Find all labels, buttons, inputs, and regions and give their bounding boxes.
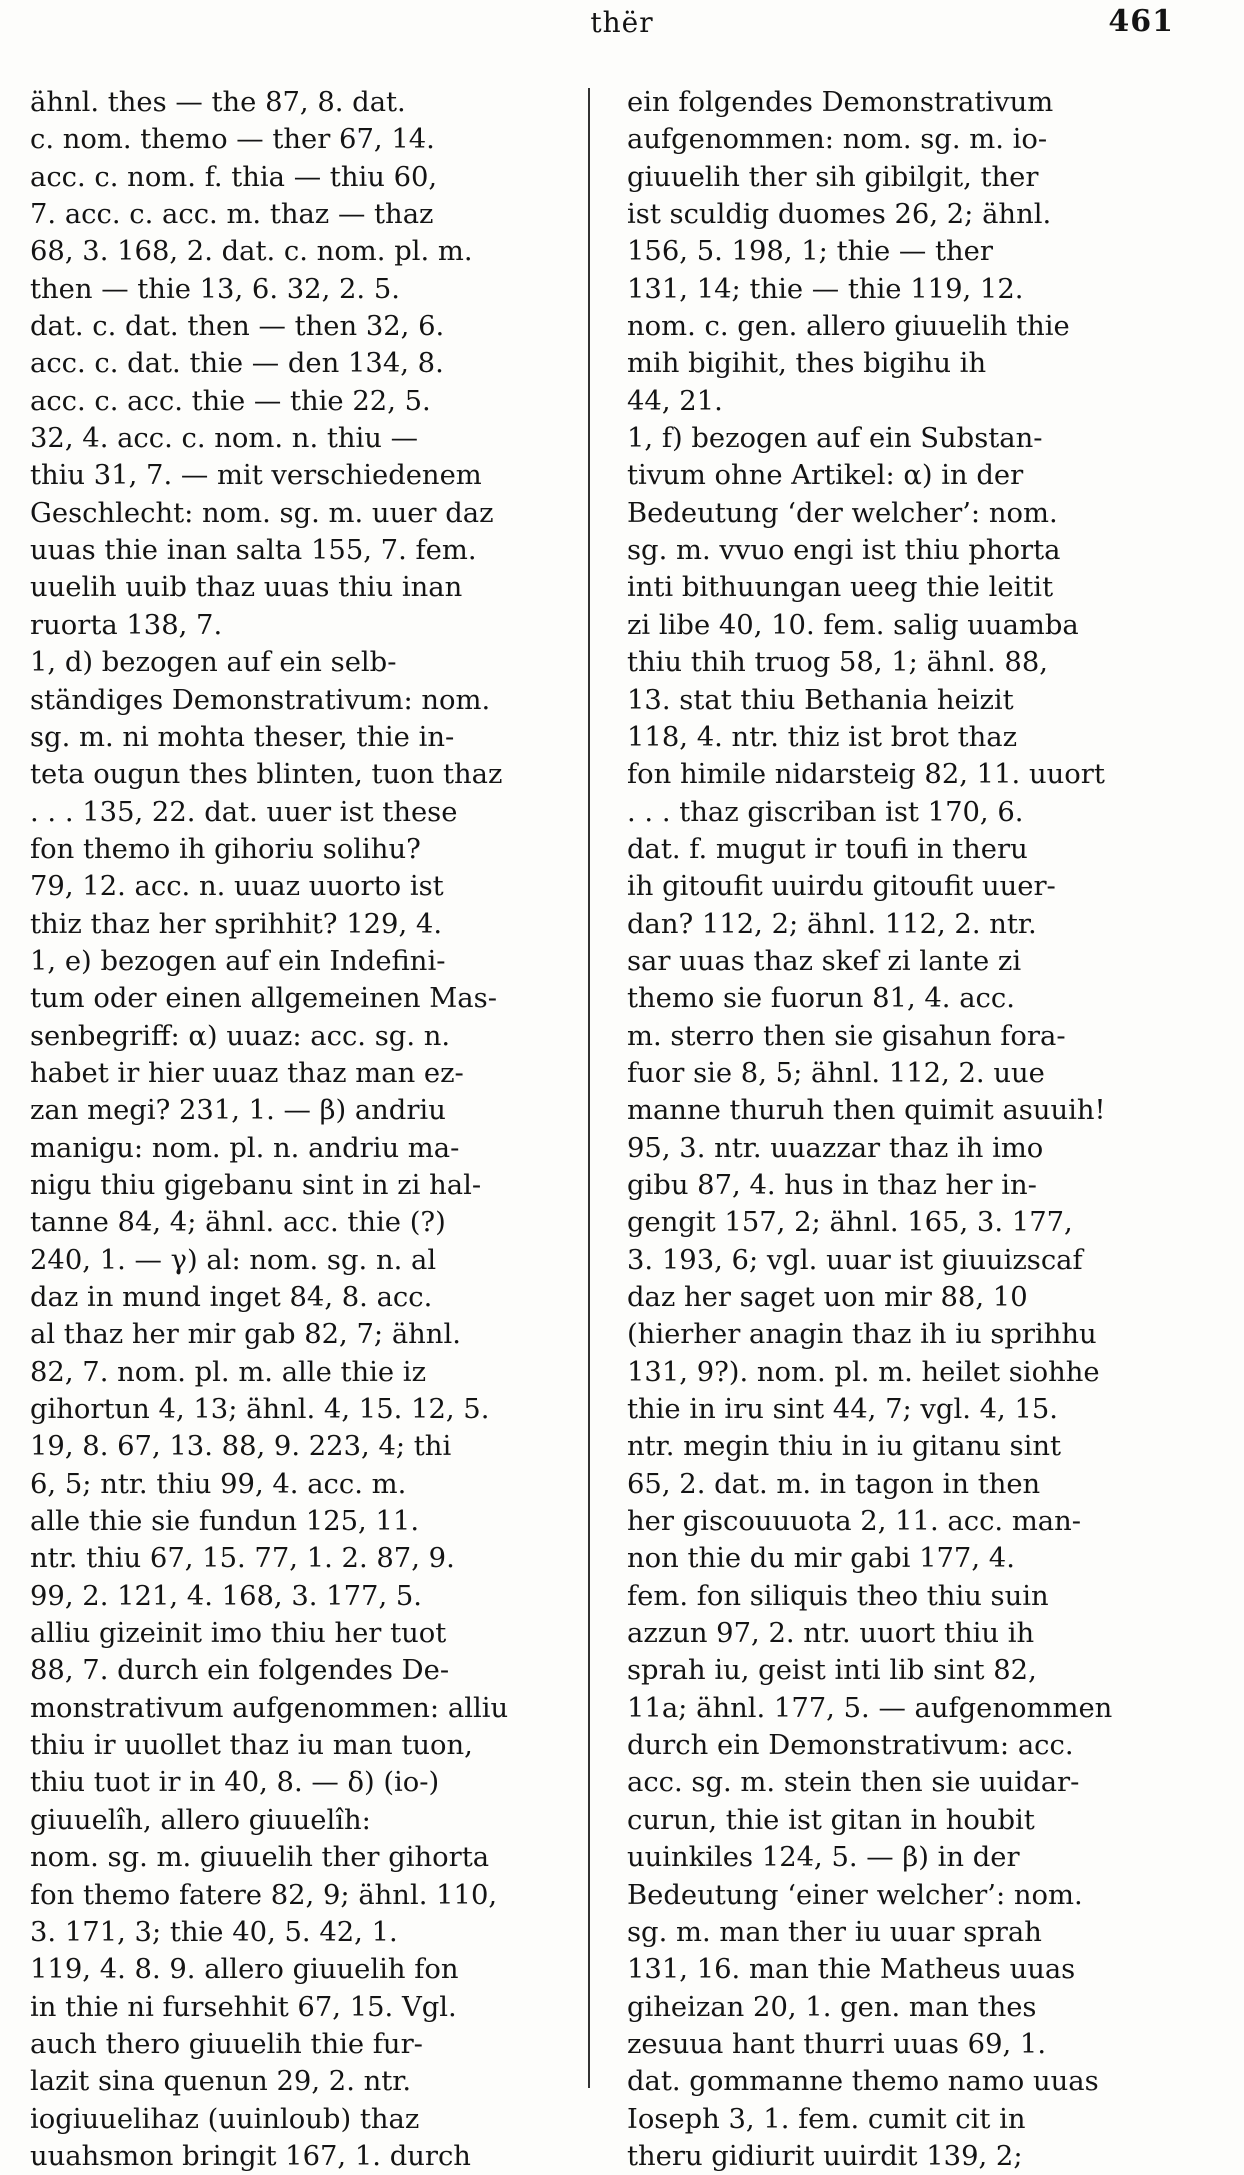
text-line: tivum ohne Artikel: α) in der (627, 460, 1024, 492)
text-line: thiu tuot ir in 40, 8. — δ) (io-) (30, 1767, 440, 1799)
running-headword: thër (590, 6, 654, 39)
text-line: 65, 2. dat. m. in tagon in then (627, 1468, 1041, 1500)
text-line: habet ir hier uuaz thaz man ez- (30, 1057, 464, 1089)
text-line: ständiges Demonstrativum: nom. (30, 684, 491, 716)
text-line: gibu 87, 4. hus in thaz her in- (627, 1169, 1037, 1201)
text-line: uuinkiles 124, 5. — β) in der (627, 1842, 1020, 1874)
text-line: thiu ir uuollet thaz iu man tuon, (30, 1730, 473, 1762)
text-line: 131, 16. man thie Matheus uuas (627, 1954, 1076, 1986)
text-line: sg. m. man ther iu uuar sprah (627, 1916, 1042, 1948)
text-line: uuahsmon bringit 167, 1. durch (30, 2140, 471, 2172)
text-line: acc. c. acc. thie — thie 22, 5. (30, 385, 431, 417)
page-number: 461 (1108, 4, 1174, 39)
text-line: acc. sg. m. stein then sie uuidar- (627, 1767, 1080, 1799)
text-line: manne thuruh then quimit asuuih! (627, 1095, 1106, 1127)
text-line: thiu 31, 7. — mit verschiedenem (30, 460, 482, 492)
text-line: azzun 97, 2. ntr. uuort thiu ih (627, 1618, 1035, 1650)
text-line: 99, 2. 121, 4. 168, 3. 177, 5. (30, 1580, 423, 1612)
text-line: fon themo fatere 82, 9; ähnl. 110, (30, 1879, 498, 1911)
text-line: sprah iu, geist inti lib sint 82, (627, 1655, 1037, 1687)
text-line: 240, 1. — γ) al: nom. sg. n. al (30, 1244, 437, 1276)
text-line: thiu thih truog 58, 1; ähnl. 88, (627, 647, 1048, 679)
text-line: thiz thaz her sprihhit? 129, 4. (30, 908, 443, 940)
text-line: tum oder einen allgemeinen Mas- (30, 983, 497, 1015)
text-line: themo sie fuorun 81, 4. acc. (627, 983, 1015, 1015)
text-line: curun, thie ist gitan in houbit (627, 1804, 1035, 1836)
text-line: acc. c. nom. f. thia — thiu 60, (30, 161, 438, 193)
text-line: tanne 84, 4; ähnl. acc. thie (?) (30, 1207, 446, 1239)
text-line: ist sculdig duomes 26, 2; ähnl. (627, 199, 1052, 231)
text-line: 13. stat thiu Bethania heizit (627, 684, 1014, 716)
text-line: giuuelih ther sih gibilgit, ther (627, 161, 1039, 193)
text-line: inti bithuungan ueeg thie leitit (627, 572, 1054, 604)
text-line: 156, 5. 198, 1; thie — ther (627, 236, 993, 268)
text-line: dat. f. mugut ir toufi in theru (627, 833, 1028, 865)
text-line: giheizan 20, 1. gen. man thes (627, 1991, 1037, 2023)
text-line: fon themo ih gihoriu solihu? (30, 833, 421, 865)
text-line: durch ein Demonstrativum: acc. (627, 1730, 1074, 1762)
text-line: 88, 7. durch ein folgendes De- (30, 1655, 450, 1687)
text-line: 1, f) bezogen auf ein Substan- (627, 423, 1043, 455)
text-line: ntr. thiu 67, 15. 77, 1. 2. 87, 9. (30, 1543, 455, 1575)
text-line: 6, 5; ntr. thiu 99, 4. acc. m. (30, 1468, 407, 1500)
text-line: giuuelîh, allero giuuelîh: (30, 1804, 371, 1836)
text-line: daz her saget uon mir 88, 10 (627, 1282, 1028, 1313)
text-line: zan megi? 231, 1. — β) andriu (30, 1095, 446, 1127)
right-column (627, 84, 1172, 2175)
text-line: lazit sina quenun 29, 2. ntr. (30, 2066, 412, 2098)
text-line: aufgenommen: nom. sg. m. io- (627, 124, 1048, 156)
text-line: 131, 14; thie — thie 119, 12. (627, 273, 1024, 305)
text-line: 3. 171, 3; thie 40, 5. 42, 1. (30, 1916, 398, 1948)
text-line: in thie ni fursehhit 67, 15. Vgl. (30, 1991, 457, 2023)
text-line: nom. sg. m. giuuelih ther gihorta (30, 1842, 490, 1874)
text-line: manigu: nom. pl. n. andriu ma- (30, 1132, 460, 1164)
text-line: Bedeutung ‘einer welcher’: nom. (627, 1879, 1083, 1911)
text-line: gihortun 4, 13; ähnl. 4, 15. 12, 5. (30, 1394, 490, 1426)
text-line: monstrativum aufgenommen: alliu (30, 1692, 509, 1724)
text-line: theru gidiurit uuirdit 139, 2; (627, 2140, 1023, 2172)
text-line: ein folgendes Demonstrativum (627, 87, 1054, 118)
text-line: zesuua hant thurri uuas 69, 1. (627, 2028, 1047, 2060)
text-line: fuor sie 8, 5; ähnl. 112, 2. uue (627, 1057, 1045, 1089)
text-line: nom. c. gen. allero giuuelih thie (627, 311, 1070, 343)
text-line: c. nom. themo — ther 67, 14. (30, 124, 435, 156)
text-line: alliu gizeinit imo thiu her tuot (30, 1618, 447, 1650)
text-line: Bedeutung ‘der welcher’: nom. (627, 497, 1058, 529)
text-line: 95, 3. ntr. uuazzar thaz ih imo (627, 1132, 1044, 1164)
left-column (30, 84, 575, 2175)
text-line: teta ougun thes blinten, tuon thaz (30, 759, 503, 791)
page-header (0, 0, 1244, 48)
text-line: non thie du mir gabi 177, 4. (627, 1543, 1015, 1575)
text-line: 44, 21. (627, 385, 723, 417)
text-line: dat. gommanne themo namo uuas (627, 2066, 1099, 2098)
text-line: auch thero giuuelih thie fur- (30, 2028, 423, 2060)
text-line: acc. c. dat. thie — den 134, 8. (30, 348, 444, 380)
text-line: fon himile nidarsteig 82, 11. uuort (627, 759, 1105, 791)
text-line: al thaz her mir gab 82, 7; ähnl. (30, 1319, 461, 1351)
text-line: gengit 157, 2; ähnl. 165, 3. 177, (627, 1207, 1073, 1239)
text-line: 19, 8. 67, 13. 88, 9. 223, 4; thi (30, 1431, 452, 1463)
text-line: m. sterro then sie gisahun fora- (627, 1020, 1066, 1052)
text-line: 82, 7. nom. pl. m. alle thie iz (30, 1356, 427, 1388)
text-line: 32, 4. acc. c. nom. n. thiu — (30, 423, 419, 455)
text-line: zi libe 40, 10. fem. salig uuamba (627, 609, 1079, 641)
text-line: dan? 112, 2; ähnl. 112, 2. ntr. (627, 908, 1037, 940)
text-line: 1, e) bezogen auf ein Indefini- (30, 945, 446, 977)
text-line: fem. fon siliquis theo thiu suin (627, 1580, 1049, 1612)
text-line: dat. c. dat. then — then 32, 6. (30, 311, 445, 343)
text-line: thie in iru sint 44, 7; vgl. 4, 15. (627, 1394, 1059, 1426)
text-line: 11a; ähnl. 177, 5. — aufgenommen (627, 1692, 1113, 1724)
text-line: iogiuuelihaz (uuinloub) thaz (30, 2103, 420, 2135)
text-line: Ioseph 3, 1. fem. cumit cit in (627, 2103, 1026, 2135)
text-line: 118, 4. ntr. thiz ist brot thaz (627, 721, 1017, 753)
text-line: (hierher anagin thaz ih iu sprihhu (627, 1319, 1097, 1351)
text-line: 68, 3. 168, 2. dat. c. nom. pl. m. (30, 236, 473, 268)
text-line: alle thie sie fundun 125, 11. (30, 1506, 420, 1538)
text-line: mih bigihit, thes bigihu ih (627, 348, 987, 380)
text-line: 7. acc. c. acc. m. thaz — thaz (30, 199, 434, 231)
text-line: sar uuas thaz skef zi lante zi (627, 945, 1022, 977)
text-line: ruorta 138, 7. (30, 609, 223, 641)
text-line: ntr. megin thiu in iu gitanu sint (627, 1431, 1062, 1463)
text-line: her giscouuuota 2, 11. acc. man- (627, 1506, 1082, 1538)
text-line: 79, 12. acc. n. uuaz uuorto ist (30, 871, 444, 903)
text-line: ähnl. thes — the 87, 8. dat. (30, 87, 406, 118)
text-line: ih gitoufit uuirdu gitoufit uuer- (627, 871, 1056, 903)
text-line: 119, 4. 8. 9. allero giuuelih fon (30, 1954, 459, 1986)
text-line: uuelih uuib thaz uuas thiu inan (30, 572, 463, 604)
text-line: 1, d) bezogen auf ein selb- (30, 647, 397, 679)
text-line: sg. m. vvuo engi ist thiu phorta (627, 535, 1061, 567)
text-line: then — thie 13, 6. 32, 2. 5. (30, 273, 400, 305)
text-line: Geschlecht: nom. sg. m. uuer daz (30, 497, 494, 529)
text-line: senbegriff: α) uuaz: acc. sg. n. (30, 1020, 451, 1052)
text-line: uuas thie inan salta 155, 7. fem. (30, 535, 477, 567)
text-line: 3. 193, 6; vgl. uuar ist giuuizscaf (627, 1244, 1083, 1276)
text-line: nigu thiu gigebanu sint in zi hal- (30, 1169, 482, 1201)
text-line: sg. m. ni mohta theser, thie in- (30, 721, 455, 753)
text-line: daz in mund inget 84, 8. acc. (30, 1282, 433, 1313)
text-line: . . . 135, 22. dat. uuer ist these (30, 796, 458, 828)
column-divider (588, 88, 590, 2088)
text-line: . . . thaz giscriban ist 170, 6. (627, 796, 1024, 828)
text-line: 131, 9?). nom. pl. m. heilet siohhe (627, 1356, 1100, 1388)
